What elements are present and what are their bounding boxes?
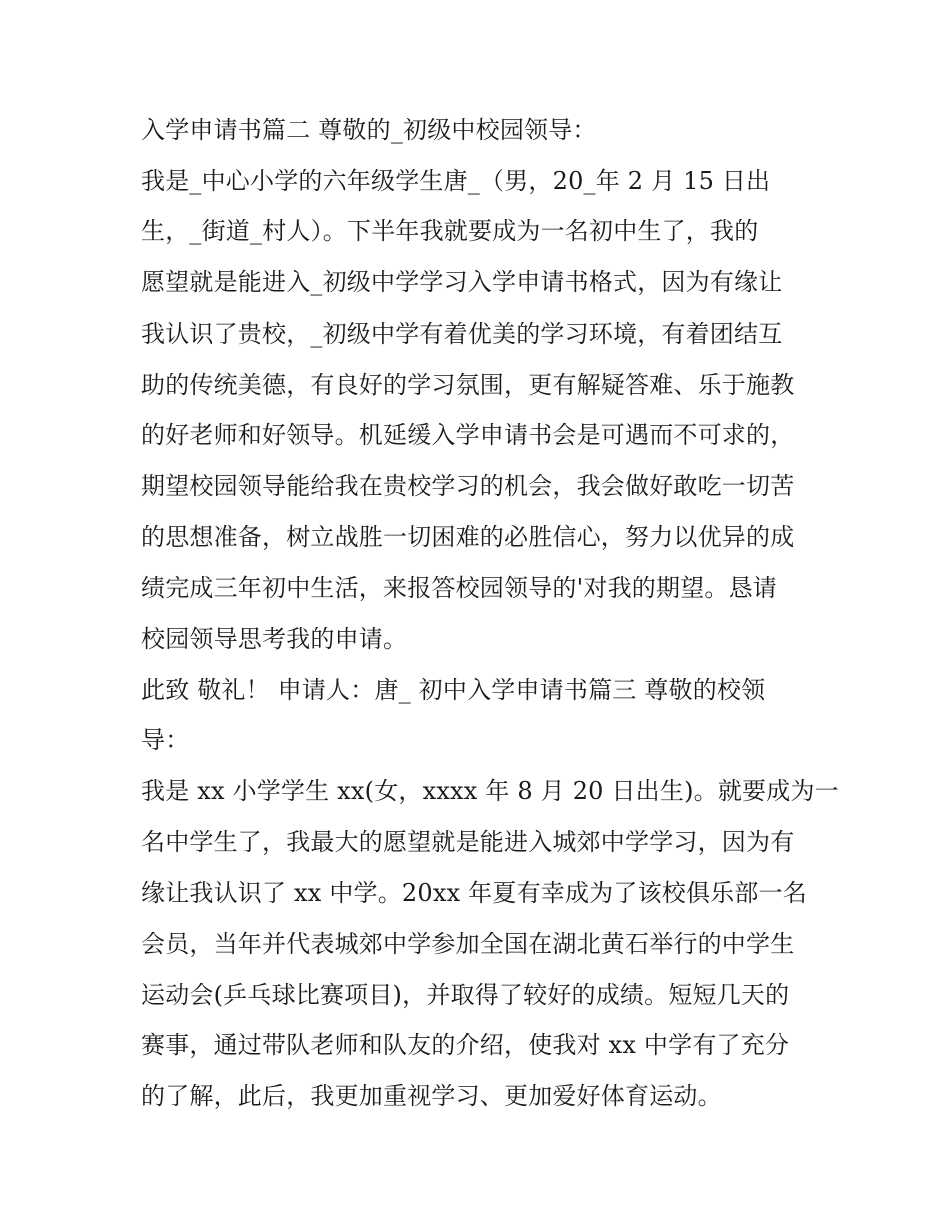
- text-line: 导：: [141, 726, 190, 754]
- text-line: 生，_街道_村人）。下半年我就要成为一名初中生了，我的: [141, 217, 759, 245]
- text-line: 会员，当年并代表城郊中学参加全国在湖北黄石举行的中学生: [141, 930, 795, 958]
- text-line: 绩完成三年初中生活，来报答校园领导的'对我的期望。恳请: [141, 574, 777, 602]
- text-line: 校园领导思考我的申请。: [141, 625, 408, 653]
- text-line: 此致 敬礼！ 申请人：唐_ 初中入学申请书篇三 尊敬的校领: [141, 676, 766, 704]
- text-line: 愿望就是能进入_初级中学学习入学申请书格式，因为有缘让: [141, 268, 783, 296]
- text-line: 我是_中心小学的六年级学生唐_（男，20_年 2 月 15 日出: [141, 167, 771, 195]
- text-line: 入学申请书篇二 尊敬的_初级中校园领导：: [141, 116, 597, 144]
- text-line: 的好老师和好领导。机延缓入学申请书会是可遇而不可求的，: [141, 421, 795, 449]
- text-line: 的思想准备，树立战胜一切困难的必胜信心，努力以优异的成: [141, 523, 795, 551]
- text-line: 助的传统美德，有良好的学习氛围，更有解疑答难、乐于施教: [141, 371, 795, 399]
- text-line: 的了解，此后，我更加重视学习、更加爱好体育运动。: [141, 1082, 722, 1110]
- text-line: 期望校园领导能给我在贵校学习的机会，我会做好敢吃一切苦: [141, 472, 795, 500]
- text-line: 我是 xx 小学学生 xx(女，xxxx 年 8 月 20 日出生)。就要成为一: [141, 777, 839, 805]
- text-line: 缘让我认识了 xx 中学。20xx 年夏有幸成为了该校俱乐部一名: [141, 879, 807, 907]
- text-line: 我认识了贵校，_初级中学有着优美的学习环境，有着团结互: [141, 320, 783, 348]
- text-line: 名中学生了，我最大的愿望就是能进入城郊中学学习，因为有: [141, 828, 795, 856]
- text-line: 赛事，通过带队老师和队友的介绍，使我对 xx 中学有了充分: [141, 1031, 790, 1059]
- text-line: 运动会(乒乓球比赛项目)，并取得了较好的成绩。短短几天的: [141, 981, 790, 1009]
